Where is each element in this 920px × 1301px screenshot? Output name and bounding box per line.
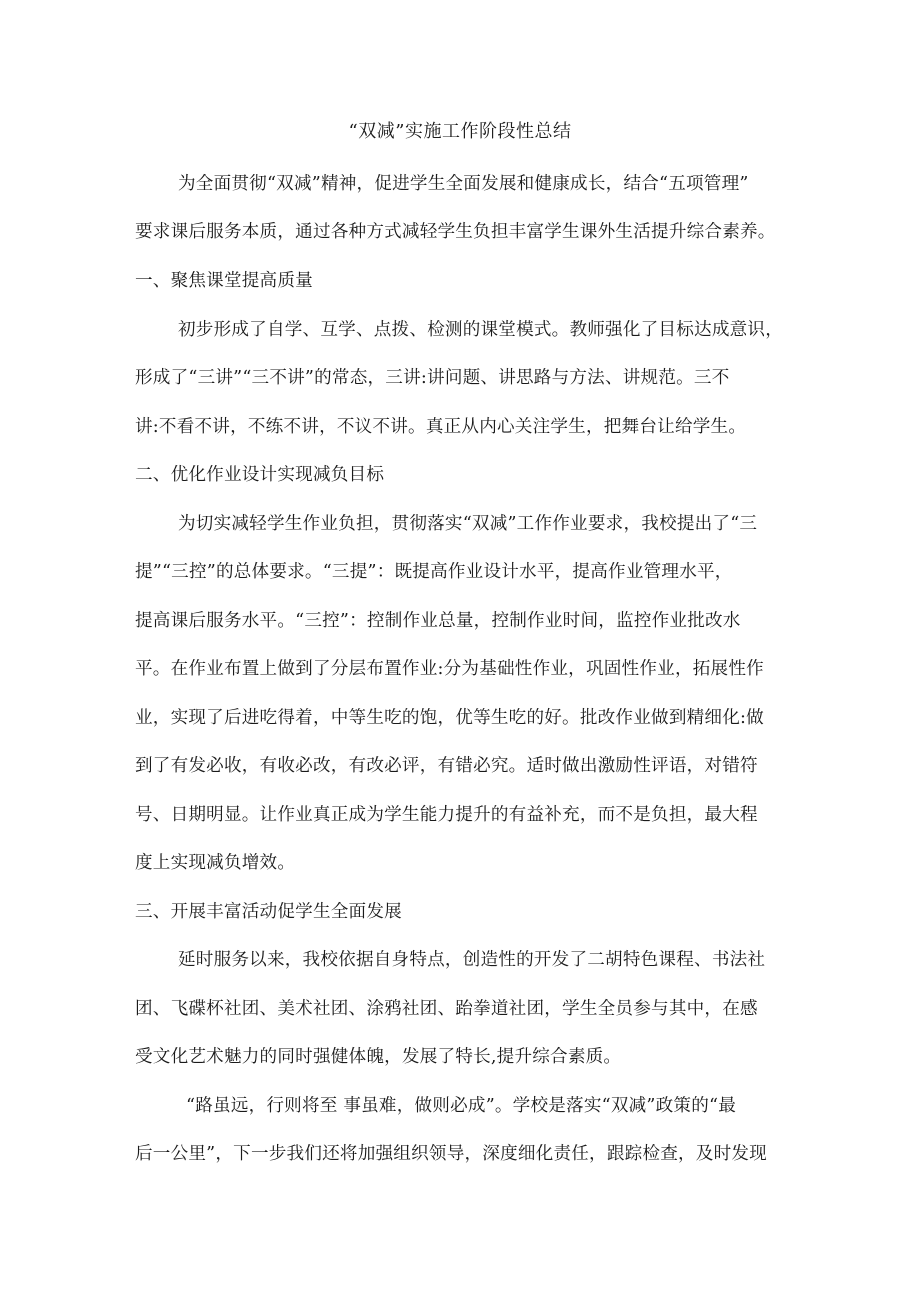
section2-line-7: 号、日期明显。让作业真正成为学生能力提升的有益补充，而不是负担，最大程 <box>135 805 758 825</box>
closing-line-2: 后一公里”，下一步我们还将加强组织领导，深度细化责任，跟踪检查，及时发现 <box>135 1144 767 1164</box>
section1-heading: 一、聚焦课堂提高质量 <box>135 271 313 291</box>
section2-line-3: 提高课后服务水平。“三控”：控制作业总量，控制作业时间，监控作业批改水 <box>135 611 741 631</box>
section1-line-3: 讲:不看不讲，不练不讲，不议不讲。真正从内心关注学生，把舞台让给学生。 <box>135 417 747 437</box>
section1-line-1: 初步形成了自学、互学、点拨、检测的课堂模式。教师强化了目标达成意识， <box>178 320 783 340</box>
document-title: “双减”实施工作阶段性总结 <box>348 121 572 142</box>
section2-heading: 二、优化作业设计实现减负目标 <box>135 465 385 485</box>
section2-line-2: 提”“三控”的总体要求。“三提”：既提高作业设计水平，提高作业管理水平， <box>135 562 733 582</box>
section2-line-1: 为切实减轻学生作业负担，贯彻落实“双减”工作作业要求，我校提出了“三 <box>178 514 758 534</box>
closing-line-1: “路虽远，行则将至 事虽难，做则必成”。学校是落实“双减”政策的“最 <box>186 1096 736 1116</box>
section2-line-6: 到了有发必收，有收必改，有改必评，有错必究。适时做出激励性评语，对错符 <box>135 756 758 776</box>
section3-line-3: 受文化艺术魅力的同时强健体魄，发展了特长,提升综合素质。 <box>135 1047 622 1067</box>
section2-line-8: 度上实现减负增效。 <box>135 853 296 873</box>
intro-line-2: 要求课后服务本质，通过各种方式减轻学生负担丰富学生课外生活提升综合素养。 <box>135 222 776 242</box>
section3-line-2: 团、飞碟杯社团、美术社团、涂鸦社团、跆拳道社团，学生全员参与其中，在感 <box>135 999 758 1019</box>
section1-line-2: 形成了“三讲”“三不讲”的常态，三讲:讲问题、讲思路与方法、讲规范。三不 <box>135 368 730 388</box>
section3-line-1: 延时服务以来，我校依据自身特点，创造性的开发了二胡特色课程、书法社 <box>178 950 766 970</box>
section2-line-4: 平。在作业布置上做到了分层布置作业:分为基础性作业，巩固性作业，拓展性作 <box>135 659 764 679</box>
section3-heading: 三、开展丰富活动促学生全面发展 <box>135 902 402 922</box>
intro-line-1: 为全面贯彻“双减”精神，促进学生全面发展和健康成长，结合“五项管理” <box>178 174 749 194</box>
section2-line-5: 业，实现了后进吃得着，中等生吃的饱，优等生吃的好。批改作业做到精细化:做 <box>135 708 764 728</box>
